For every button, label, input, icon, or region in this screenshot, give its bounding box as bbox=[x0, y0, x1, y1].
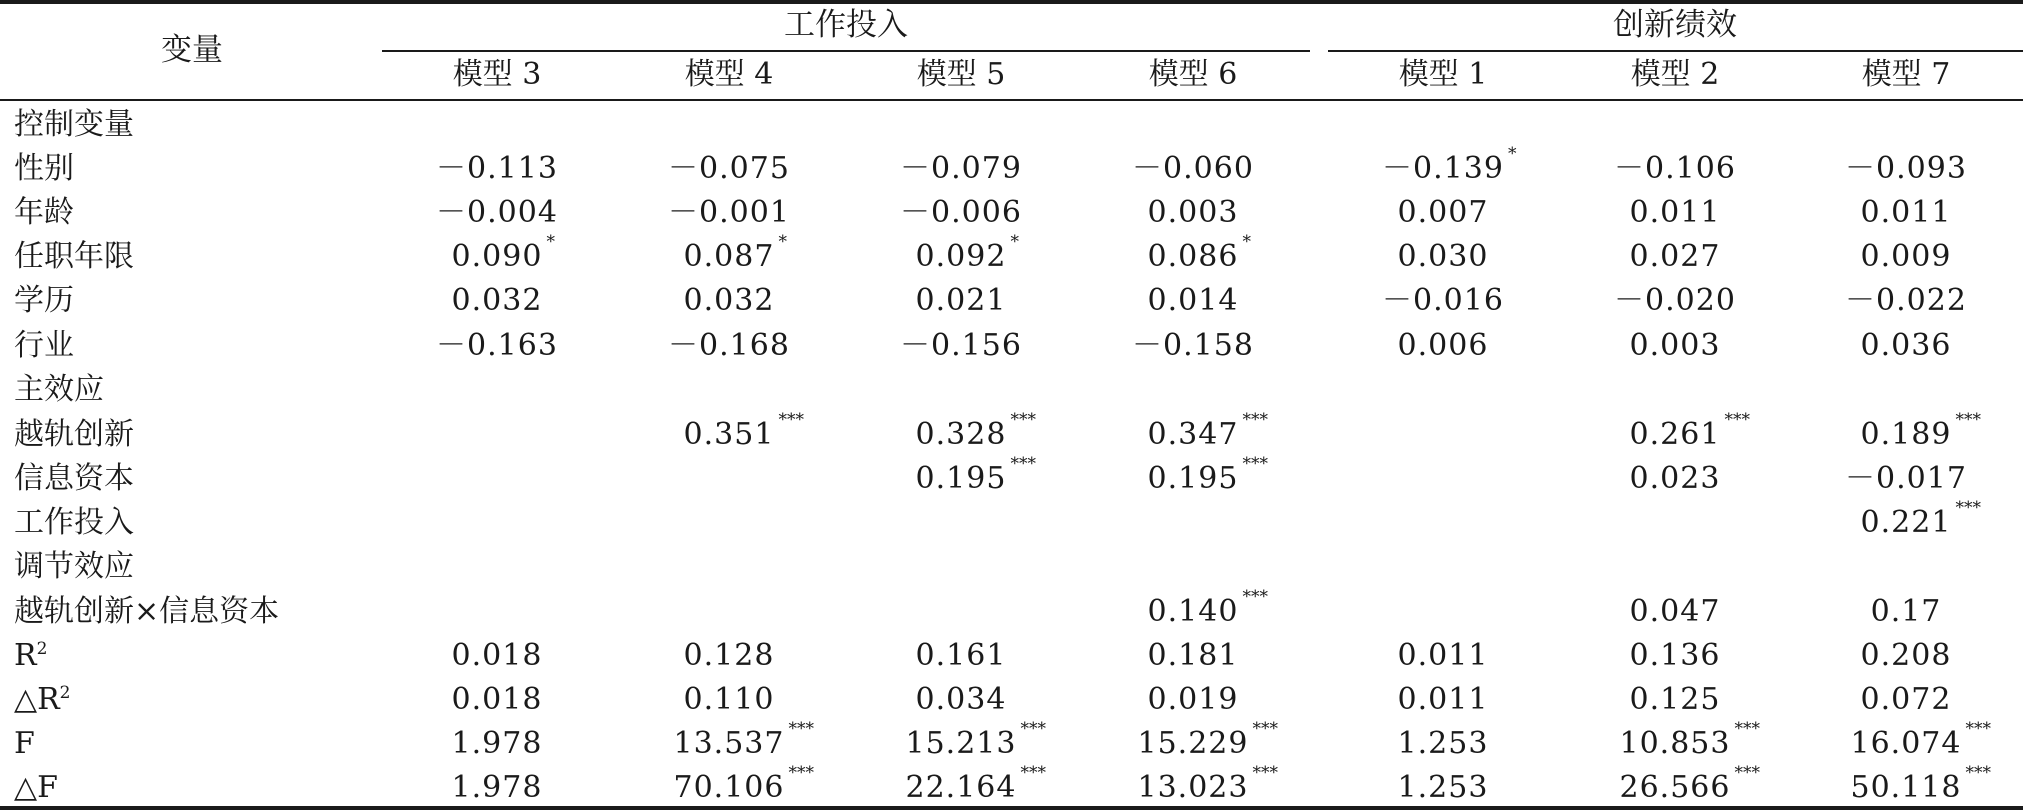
cell-value: 1.253 bbox=[1397, 726, 1489, 761]
table-cell bbox=[451, 232, 555, 274]
cell-value: 0.181 bbox=[1147, 638, 1239, 673]
row-label-text: 主效应 bbox=[14, 372, 104, 407]
cell-value: －0.113 bbox=[436, 151, 558, 186]
cell-value: 0.006 bbox=[1397, 328, 1489, 363]
table-cell bbox=[915, 232, 1019, 274]
cell-value: 0.189 bbox=[1860, 417, 1952, 452]
table-cell bbox=[1850, 719, 1991, 761]
cell-value: 0.011 bbox=[1397, 638, 1489, 673]
cell-value: 50.118 bbox=[1850, 770, 1962, 805]
cell-value: －0.060 bbox=[1132, 151, 1254, 186]
significance-marker: *** bbox=[1734, 763, 1760, 783]
table-cell bbox=[1629, 328, 1721, 363]
table-cell bbox=[1382, 283, 1504, 318]
table-cell bbox=[905, 763, 1046, 805]
cell-value: －0.020 bbox=[1614, 283, 1736, 318]
bottom-rule bbox=[0, 806, 2023, 810]
cell-value: 0.003 bbox=[1147, 195, 1239, 230]
cell-value: －0.017 bbox=[1845, 461, 1967, 496]
row-label-text: 调节效应 bbox=[14, 549, 134, 584]
cell-value: 0.011 bbox=[1860, 195, 1952, 230]
table-cell bbox=[668, 328, 790, 363]
cell-value: －0.016 bbox=[1382, 283, 1504, 318]
table-cell bbox=[1629, 682, 1721, 717]
table-cell bbox=[1137, 719, 1278, 761]
table-cell bbox=[1860, 410, 1981, 452]
cell-value: 0.125 bbox=[1629, 682, 1721, 717]
row-label-text: 越轨创新×信息资本 bbox=[14, 594, 280, 629]
row-label-text: F bbox=[14, 726, 35, 761]
table-cell bbox=[1629, 195, 1721, 230]
cell-value: 13.023 bbox=[1137, 770, 1249, 805]
table-cell bbox=[1860, 638, 1952, 673]
variable-header: 变量 bbox=[161, 32, 223, 68]
table-cell bbox=[668, 195, 790, 230]
table-cell bbox=[1845, 283, 1967, 318]
table-cell bbox=[436, 195, 558, 230]
cell-value: 0.136 bbox=[1629, 638, 1721, 673]
cell-value: －0.004 bbox=[436, 195, 558, 230]
model-header: 模型 6 bbox=[1148, 57, 1238, 92]
cell-value: 0.17 bbox=[1870, 594, 1942, 629]
cell-value: 0.128 bbox=[683, 638, 775, 673]
table-cell bbox=[1147, 410, 1268, 452]
significance-marker: * bbox=[1507, 144, 1517, 164]
cell-value: 13.537 bbox=[673, 726, 785, 761]
cell-value: －0.075 bbox=[668, 151, 790, 186]
cell-value: －0.156 bbox=[900, 328, 1022, 363]
table-cell bbox=[1397, 195, 1489, 230]
table-cell bbox=[1629, 239, 1721, 274]
row-label-text: 任职年限 bbox=[14, 239, 134, 274]
row-label-text: △F bbox=[14, 770, 58, 805]
row-label bbox=[14, 239, 134, 274]
cell-value: 0.018 bbox=[451, 638, 543, 673]
cell-value: 0.047 bbox=[1629, 594, 1721, 629]
cell-value: 15.213 bbox=[905, 726, 1017, 761]
significance-marker: *** bbox=[1252, 719, 1278, 739]
row-label bbox=[14, 328, 74, 363]
table-cell bbox=[900, 328, 1022, 363]
table-cell bbox=[1619, 763, 1760, 805]
cell-value: 15.229 bbox=[1137, 726, 1249, 761]
table-cell bbox=[683, 232, 787, 274]
table-cell bbox=[673, 763, 814, 805]
row-label-text: 行业 bbox=[14, 328, 74, 363]
model-header: 模型 2 bbox=[1630, 57, 1720, 92]
cell-value: 0.351 bbox=[683, 417, 775, 452]
row-label-superscript: 2 bbox=[36, 639, 48, 659]
table-cell bbox=[1382, 144, 1517, 186]
table-cell bbox=[451, 726, 543, 761]
cell-value: 16.074 bbox=[1850, 726, 1962, 761]
row-label-text: 控制变量 bbox=[14, 107, 134, 142]
table-cell bbox=[1132, 151, 1254, 186]
cell-value: 0.090 bbox=[451, 239, 543, 274]
significance-marker: *** bbox=[778, 410, 804, 430]
table-cell bbox=[1132, 328, 1254, 363]
cell-value: 0.019 bbox=[1147, 682, 1239, 717]
significance-marker: *** bbox=[1955, 498, 1981, 518]
table-cell bbox=[1845, 151, 1967, 186]
significance-marker: *** bbox=[1252, 763, 1278, 783]
table-cell bbox=[1629, 594, 1721, 629]
cell-value: 0.092 bbox=[915, 239, 1007, 274]
table-cell bbox=[1619, 719, 1760, 761]
table-cell bbox=[1850, 763, 1991, 805]
significance-marker: *** bbox=[1734, 719, 1760, 739]
cell-value: 0.195 bbox=[1147, 461, 1239, 496]
cell-value: 26.566 bbox=[1619, 770, 1731, 805]
table-cell bbox=[1629, 638, 1721, 673]
table-cell bbox=[683, 638, 775, 673]
significance-marker: *** bbox=[1242, 587, 1268, 607]
cell-value: －0.158 bbox=[1132, 328, 1254, 363]
table-cell bbox=[683, 410, 804, 452]
table-cell bbox=[451, 770, 543, 805]
cell-value: 0.221 bbox=[1860, 505, 1952, 540]
top-rule bbox=[0, 0, 2023, 4]
table-cell bbox=[1397, 770, 1489, 805]
cell-value: 0.032 bbox=[451, 283, 543, 318]
row-label bbox=[14, 417, 134, 452]
cell-value: 0.032 bbox=[683, 283, 775, 318]
table-cell bbox=[1860, 682, 1952, 717]
table-cell bbox=[915, 638, 1007, 673]
cell-value: 0.110 bbox=[683, 682, 775, 717]
table-cell bbox=[1147, 283, 1239, 318]
table-cell bbox=[451, 682, 543, 717]
significance-marker: *** bbox=[1020, 719, 1046, 739]
table-cell bbox=[1629, 461, 1721, 496]
group-underline-innovation-performance bbox=[1328, 50, 2023, 52]
cell-value: －0.079 bbox=[900, 151, 1022, 186]
significance-marker: *** bbox=[1020, 763, 1046, 783]
row-label bbox=[14, 195, 74, 230]
significance-marker: * bbox=[778, 232, 787, 252]
significance-marker: *** bbox=[1242, 454, 1268, 474]
cell-value: 10.853 bbox=[1619, 726, 1731, 761]
row-label-text: 信息资本 bbox=[14, 461, 134, 496]
significance-marker: *** bbox=[1955, 410, 1981, 430]
significance-marker: * bbox=[1242, 232, 1251, 252]
row-label-text: R bbox=[14, 638, 37, 673]
row-label bbox=[14, 549, 134, 584]
cell-value: 0.195 bbox=[915, 461, 1007, 496]
row-label bbox=[14, 594, 280, 629]
significance-marker: *** bbox=[788, 763, 814, 783]
cell-value: 0.021 bbox=[915, 283, 1007, 318]
table-cell bbox=[668, 151, 790, 186]
group-header-innovation-performance: 创新绩效 bbox=[1613, 7, 1737, 43]
cell-value: －0.001 bbox=[668, 195, 790, 230]
row-label-text: 越轨创新 bbox=[14, 417, 134, 452]
table-cell bbox=[1397, 726, 1489, 761]
significance-marker: * bbox=[546, 232, 555, 252]
table-cell bbox=[1147, 195, 1239, 230]
table-cell bbox=[1870, 594, 1942, 629]
row-label bbox=[14, 770, 58, 805]
cell-value: 0.087 bbox=[683, 239, 775, 274]
table-cell bbox=[683, 283, 775, 318]
cell-value: 0.072 bbox=[1860, 682, 1952, 717]
cell-value: －0.006 bbox=[900, 195, 1022, 230]
model-header: 模型 1 bbox=[1398, 57, 1488, 92]
cell-value: 0.034 bbox=[915, 682, 1007, 717]
table-cell bbox=[451, 638, 543, 673]
table-cell bbox=[436, 328, 558, 363]
table-cell bbox=[1397, 638, 1489, 673]
table-cell bbox=[1860, 328, 1952, 363]
cell-value: 0.009 bbox=[1860, 239, 1952, 274]
cell-value: 70.106 bbox=[673, 770, 785, 805]
table-cell bbox=[1397, 682, 1489, 717]
cell-value: 1.253 bbox=[1397, 770, 1489, 805]
table-cell bbox=[1147, 232, 1251, 274]
row-label-text: 学历 bbox=[14, 283, 74, 318]
table-cell bbox=[1147, 587, 1268, 629]
table-cell bbox=[683, 682, 775, 717]
table-cell bbox=[1397, 239, 1489, 274]
cell-value: 0.161 bbox=[915, 638, 1007, 673]
table-cell bbox=[1147, 682, 1239, 717]
cell-value: 0.030 bbox=[1397, 239, 1489, 274]
table-cell bbox=[1147, 638, 1239, 673]
significance-marker: *** bbox=[1010, 410, 1036, 430]
cell-value: －0.093 bbox=[1845, 151, 1967, 186]
table-cell bbox=[1137, 763, 1278, 805]
table-cell bbox=[451, 283, 543, 318]
cell-value: 1.978 bbox=[451, 770, 543, 805]
group-header-work-engagement: 工作投入 bbox=[784, 7, 908, 43]
row-label bbox=[14, 638, 48, 673]
cell-value: －0.106 bbox=[1614, 151, 1736, 186]
cell-value: 0.023 bbox=[1629, 461, 1721, 496]
cell-value: 0.027 bbox=[1629, 239, 1721, 274]
cell-value: 22.164 bbox=[905, 770, 1017, 805]
cell-value: 0.014 bbox=[1147, 283, 1239, 318]
cell-value: 0.208 bbox=[1860, 638, 1952, 673]
cell-value: 1.978 bbox=[451, 726, 543, 761]
table-cell bbox=[1860, 195, 1952, 230]
row-label bbox=[14, 107, 134, 142]
cell-value: 0.328 bbox=[915, 417, 1007, 452]
cell-value: 0.036 bbox=[1860, 328, 1952, 363]
model-header: 模型 3 bbox=[452, 57, 542, 92]
cell-value: 0.003 bbox=[1629, 328, 1721, 363]
header-rule bbox=[0, 99, 2023, 101]
table-cell bbox=[900, 195, 1022, 230]
cell-value: －0.022 bbox=[1845, 283, 1967, 318]
table-cell bbox=[1860, 498, 1981, 540]
cell-value: 0.140 bbox=[1147, 594, 1239, 629]
table-cell bbox=[915, 682, 1007, 717]
row-label bbox=[14, 461, 134, 496]
cell-value: 0.011 bbox=[1629, 195, 1721, 230]
cell-value: －0.139 bbox=[1382, 151, 1504, 186]
row-label-text: 工作投入 bbox=[14, 505, 134, 540]
table-cell bbox=[900, 151, 1022, 186]
row-label-superscript: 2 bbox=[59, 683, 71, 703]
cell-value: 0.347 bbox=[1147, 417, 1239, 452]
table-cell bbox=[436, 151, 558, 186]
significance-marker: *** bbox=[1242, 410, 1268, 430]
table-cell bbox=[673, 719, 814, 761]
table-cell bbox=[1397, 328, 1489, 363]
significance-marker: *** bbox=[1724, 410, 1750, 430]
table-cell bbox=[915, 454, 1036, 496]
cell-value: 0.007 bbox=[1397, 195, 1489, 230]
cell-value: 0.261 bbox=[1629, 417, 1721, 452]
table-cell bbox=[915, 283, 1007, 318]
row-label bbox=[14, 372, 104, 407]
cell-value: 0.011 bbox=[1397, 682, 1489, 717]
row-label bbox=[14, 726, 35, 761]
cell-value: －0.163 bbox=[436, 328, 558, 363]
row-label bbox=[14, 151, 74, 186]
significance-marker: * bbox=[1010, 232, 1019, 252]
table-cell bbox=[1147, 454, 1268, 496]
row-label-text: 性别 bbox=[14, 151, 74, 186]
significance-marker: *** bbox=[1010, 454, 1036, 474]
significance-marker: *** bbox=[1965, 719, 1991, 739]
significance-marker: *** bbox=[788, 719, 814, 739]
table-cell bbox=[1614, 151, 1736, 186]
row-label bbox=[14, 682, 71, 717]
cell-value: －0.168 bbox=[668, 328, 790, 363]
row-label-text: 年龄 bbox=[14, 195, 74, 230]
significance-marker: *** bbox=[1965, 763, 1991, 783]
group-underline-work-engagement bbox=[382, 50, 1310, 52]
table-cell bbox=[1845, 461, 1967, 496]
table-cell bbox=[1629, 410, 1750, 452]
row-label bbox=[14, 505, 134, 540]
row-label bbox=[14, 283, 74, 318]
cell-value: 0.018 bbox=[451, 682, 543, 717]
cell-value: 0.086 bbox=[1147, 239, 1239, 274]
table-cell bbox=[1614, 283, 1736, 318]
model-header: 模型 5 bbox=[916, 57, 1006, 92]
model-header: 模型 4 bbox=[684, 57, 774, 92]
table-cell bbox=[1860, 239, 1952, 274]
row-label-text: △R bbox=[14, 682, 60, 717]
table-cell bbox=[915, 410, 1036, 452]
table-cell bbox=[905, 719, 1046, 761]
model-header: 模型 7 bbox=[1861, 57, 1951, 92]
